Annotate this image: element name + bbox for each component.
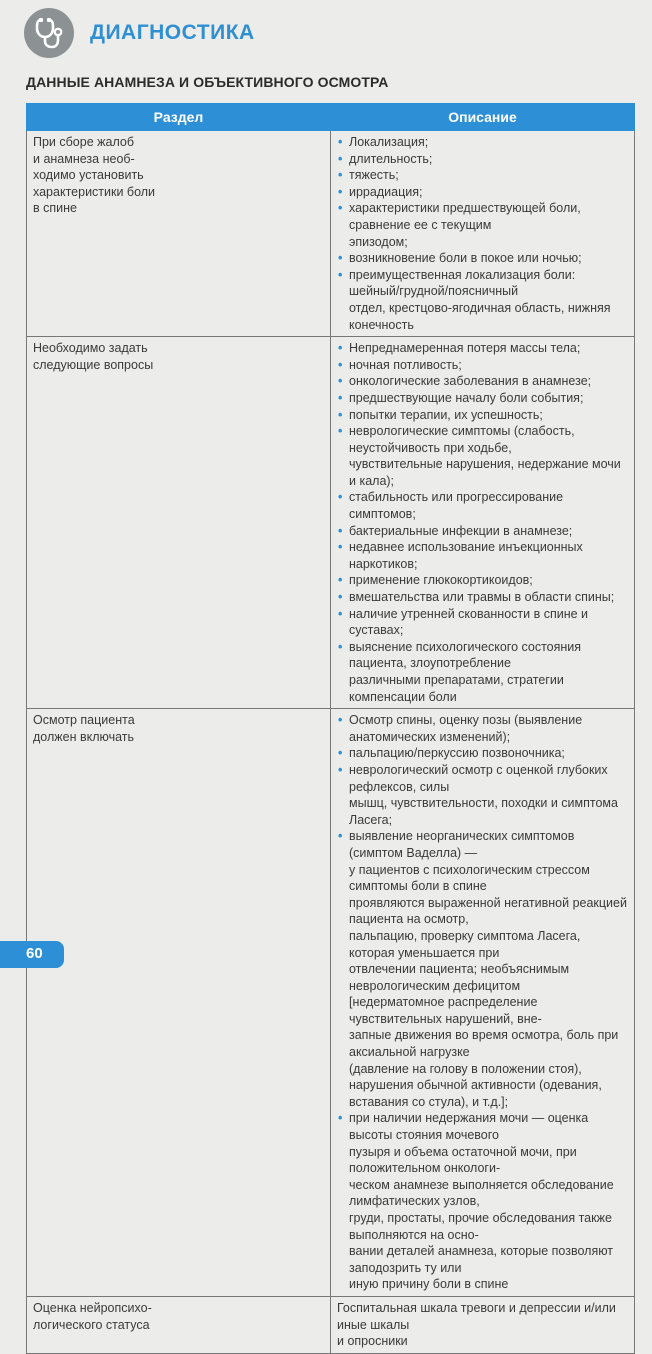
table-row	[27, 1296, 635, 1353]
list-item-line: • длительность;	[349, 151, 433, 166]
column-header-description: Описание	[331, 104, 635, 131]
list-item	[337, 250, 628, 267]
list-item-line: • неврологический осмотр с оценкой глубоких рефлексов, силы	[349, 762, 608, 794]
list-item	[337, 267, 628, 333]
list-item-line: • Непреднамеренная потеря массы тела;	[349, 341, 581, 356]
list-item	[337, 200, 628, 250]
table-header-row	[27, 104, 635, 131]
section-line: При сборе жалоб	[33, 135, 134, 149]
description-cell	[331, 337, 635, 709]
list-item	[337, 390, 628, 407]
list-item-line: • стабильность или прогрессирование симптомов;	[349, 490, 564, 522]
section-cell	[27, 337, 331, 709]
list-item-line: мышц, чувствительности, походки и симптома Ласега;	[349, 796, 618, 827]
list-item-line: • выявление неорганических симптомов (симптом Ваделла) —	[349, 829, 575, 860]
bullet-list	[337, 134, 628, 333]
list-item-line: пузыря и объема остаточной мочи, при положительном онкологи-	[349, 1144, 577, 1176]
list-item-line: • недавнее использование инъекционных наркотиков;	[349, 540, 583, 571]
section-line: в спине	[33, 201, 77, 216]
list-item-line: • иррадиация;	[349, 184, 423, 199]
list-item	[337, 373, 628, 390]
list-item-line: • характеристики предшествующей боли, сравнение ее с текущим	[349, 201, 581, 232]
list-item-line: • бактериальные инфекции в анамнезе;	[349, 523, 573, 538]
list-item-line: • ночная потливость;	[349, 357, 462, 372]
list-item-line: эпизодом;	[349, 234, 408, 249]
list-item-line: • предшествующие началу боли события;	[349, 390, 584, 405]
list-item-line: запные движения во время осмотра, боль при аксиальной нагрузке	[349, 1028, 619, 1060]
list-item	[337, 1110, 628, 1293]
list-item-line: • вмешательства или травмы в области спины;	[349, 590, 615, 605]
list-item-line: чувствительные нарушения, недержание мочи и кала);	[349, 457, 621, 488]
list-item	[337, 745, 628, 762]
description-line: и опросники	[337, 1334, 408, 1349]
chapter-title: ДИАГНОСТИКА	[90, 21, 255, 44]
list-item-line: различными препаратами, стратегии компенсации боли	[349, 673, 564, 704]
list-item-line: • преимущественная локализация боли: шейный/грудной/поясничный	[349, 267, 576, 299]
list-item-line: • при наличии недержания мочи — оценка высоты стояния мочевого	[349, 1111, 589, 1143]
description-cell	[331, 709, 635, 1297]
bullet-list	[337, 712, 628, 1293]
section-line: характеристики боли	[33, 184, 156, 199]
section-subtitle: ДАННЫЕ АНАМНЕЗА И ОБЪЕКТИВНОГО ОСМОТРА	[26, 74, 389, 90]
list-item	[337, 828, 628, 1110]
list-item-line: отдел, крестцово-ягодичная область, нижняя конечность	[349, 300, 611, 332]
list-item-line: • тяжесть;	[349, 168, 399, 183]
list-item-line: вании деталей анамнеза, которые позволяют заподозрить ту или	[349, 1244, 614, 1275]
list-item-line: • попытки терапии, их успешность;	[349, 407, 543, 422]
table-row	[27, 709, 635, 1297]
description-line: Госпитальная шкала тревоги и депрессии и/или иные шкалы	[337, 1300, 616, 1332]
column-header-section: Раздел	[27, 104, 331, 131]
section-line: должен включать	[33, 729, 135, 744]
list-item	[337, 639, 628, 705]
list-item	[337, 340, 628, 357]
list-item	[337, 572, 628, 589]
list-item	[337, 606, 628, 639]
list-item-line: пальпацию, проверку симптома Ласега, которая уменьшается при	[349, 928, 581, 960]
list-item	[337, 523, 628, 540]
list-item	[337, 489, 628, 522]
section-line: следующие вопросы	[33, 357, 154, 372]
list-item-line: • наличие утренней скованности в спине и суставах;	[349, 606, 589, 638]
list-item	[337, 539, 628, 572]
list-item	[337, 134, 628, 151]
list-item	[337, 589, 628, 606]
list-item	[337, 712, 628, 745]
page-number: 60	[26, 945, 43, 962]
list-item	[337, 423, 628, 489]
list-item-line: отвлечении пациента; необъяснимым неврологическим дефицитом	[349, 962, 570, 993]
anamnesis-table	[26, 103, 635, 1354]
section-line: Осмотр пациента	[33, 713, 135, 728]
list-item-line: иную причину боли в спине	[349, 1277, 509, 1292]
list-item-line: • применение глюкокортикоидов;	[349, 573, 533, 588]
description-cell	[331, 131, 635, 337]
list-item-line: ческом анамнезе выполняется обследование лимфатических узлов,	[349, 1177, 614, 1209]
list-item-line: • возникновение боли в покое или ночью;	[349, 251, 582, 266]
chapter-header	[24, 8, 255, 58]
description-cell	[331, 1296, 635, 1353]
list-item-line: проявляются выраженной негативной реакцией пациента на осмотр,	[349, 895, 627, 927]
bullet-list	[337, 340, 628, 705]
table-row	[27, 131, 635, 337]
section-cell	[27, 131, 331, 337]
list-item-line: • Осмотр спины, оценку позы (выявление анатомических изменений);	[349, 713, 583, 744]
section-line: и анамнеза необ-	[33, 151, 135, 166]
list-item-line: • Локализация;	[349, 135, 429, 149]
list-item-line: • выяснение психологического состояния пациента, злоупотребление	[349, 639, 582, 671]
list-item-line: груди, простаты, прочие обследования также выполняются на осно-	[349, 1211, 612, 1242]
chapter-logo	[24, 8, 74, 58]
list-item	[337, 762, 628, 828]
section-line: Оценка нейропсихо-	[33, 1300, 152, 1315]
list-item-line: у пациентов с психологическим стрессом симптомы боли в спине	[349, 862, 590, 894]
list-item	[337, 357, 628, 374]
stethoscope-icon	[32, 16, 66, 50]
table-row	[27, 337, 635, 709]
section-line: Необходимо задать	[33, 341, 148, 356]
list-item-line: • неврологические симптомы (слабость, неустойчивость при ходьбе,	[349, 424, 575, 455]
list-item-line: • пальпацию/перкуссию позвоночника;	[349, 746, 565, 761]
list-item-line: (давление на голову в положении стоя), нарушения обычной активности (одевания, вставания со стула), и т.д.];	[349, 1061, 602, 1109]
section-cell	[27, 1296, 331, 1353]
list-item	[337, 151, 628, 168]
section-cell	[27, 709, 331, 1297]
list-item	[337, 167, 628, 184]
list-item	[337, 407, 628, 424]
section-line: ходимо установить	[33, 168, 144, 183]
list-item	[337, 184, 628, 201]
section-line: логического статуса	[33, 1317, 150, 1332]
list-item-line: • онкологические заболевания в анамнезе;	[349, 374, 592, 389]
list-item-line: [недерматомное распределение чувствительных нарушений, вне-	[349, 995, 542, 1026]
